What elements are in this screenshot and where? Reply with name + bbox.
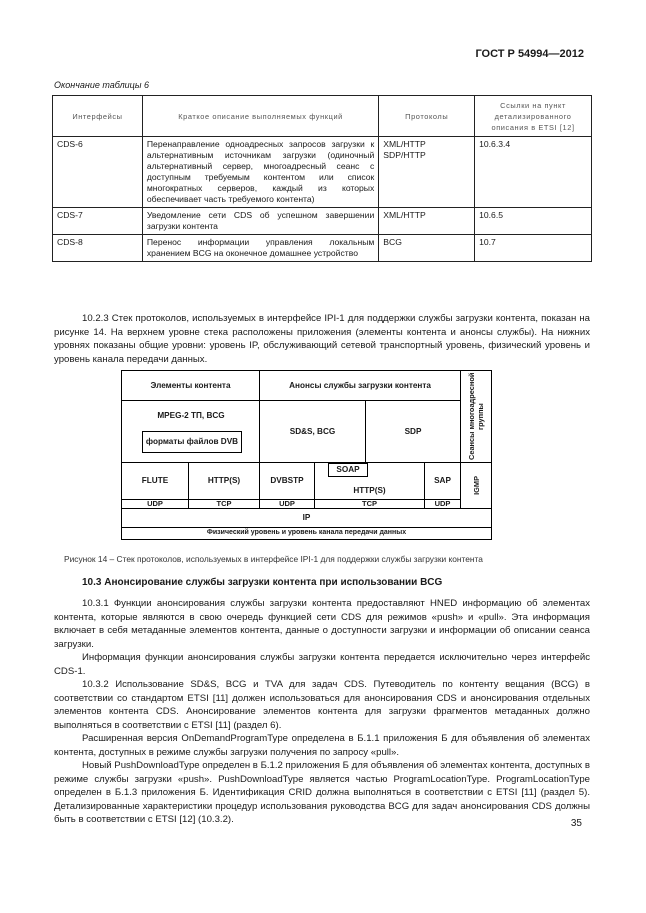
udp-box-3: UDP [424, 499, 461, 509]
group-session-box [460, 371, 491, 463]
paragraph: Новый PushDownloadType определен в Б.1.2 приложения Б для объявления об элементах контента, доступных в режиме службы загрузки «push». PushDownloadType является частью ProgramLocationType. ProgramLocationType определен в Б.1.3 приложения Б. Идентификация CRID должна выполняться в соответствии с ETSI [11] (раздел 5). Детализированные характеристики процедур использования руководства BCG для задач анонсирования CDS должны быть в соответствии с ETSI [12] (10.3.2). [54, 760, 590, 826]
cell-interface: CDS-6 [53, 137, 143, 208]
paragraph: Расширенная версия OnDemandProgramType определена в Б.1.1 приложения Б для объявления об элементах контента, доступных в режиме службы загрузки получения по запросу «pull». [54, 733, 590, 758]
page-number: 35 [570, 818, 582, 829]
cell-reference: 10.6.5 [475, 208, 592, 235]
col-header-interfaces: Интерфейсы [53, 96, 143, 137]
igmp-label: IGMP [471, 476, 481, 495]
tcp-box-1: TCP [188, 499, 260, 509]
table-caption: Окончание таблицы 6 [54, 80, 149, 90]
cell-interface: CDS-8 [53, 235, 143, 262]
https-box-2: HTTP(S) [314, 462, 425, 500]
paragraph: Информация функции анонсирования службы загрузки контента передается исключительно через интерфейс CDS-1. [54, 652, 590, 677]
col-header-protocols: Протоколы [379, 96, 475, 137]
mpeg-label: MPEG-2 TП, BCG [157, 411, 225, 420]
physical-layer-box: Физический уровень и уровень канала передачи данных [206, 529, 407, 536]
cell-description: Перенос информации управления локальным хранением BCG на оконечное домашнее устройство [142, 235, 378, 262]
tcp-box-2: TCP [314, 499, 425, 509]
https-box-1: HTTP(S) [188, 462, 260, 500]
table-header-row [53, 96, 592, 137]
group-session-label: Сеансы многоадресной группы [467, 372, 485, 461]
table-row [53, 208, 592, 235]
table-row [53, 235, 592, 262]
cell-protocol: XML/HTTP [379, 208, 475, 235]
table-row [53, 137, 592, 208]
cell-protocol: BCG [379, 235, 475, 262]
cell-reference: 10.7 [475, 235, 592, 262]
paragraph: 10.3.2 Использование SD&S, BCG и TVA для задач CDS. Путеводитель по контенту вещания (BCG) в соответствии со стандартом ETSI [11] должен использоваться для анонсирования CDS и анонсирования отдельных элементов контента CDS. Анонсирование элементов контента для загрузки фрагментов метаданных должно выполняться в соответствии с ETSI [11] (раздел 6). [54, 679, 590, 731]
cell-protocol: XML/HTTP SDP/HTTP [379, 137, 475, 208]
figure-caption: Рисунок 14 – Стек протоколов, используемых в интерфейсе IPI-1 для поддержки службы загрузки контента [64, 554, 483, 564]
content-items-box: Элементы контента [122, 371, 260, 401]
mpeg-frame [122, 400, 260, 463]
section-title: 10.3 Анонсирование службы загрузки контента при использовании BCG [82, 577, 443, 588]
sds-bcg-box: SD&S, BCG [259, 400, 366, 463]
cell-description: Уведомление сети CDS об успешном завершении загрузки контента [142, 208, 378, 235]
dvbstp-box: DVBSTP [259, 462, 315, 500]
dvb-file-formats-box: форматы файлов DVB [142, 431, 242, 453]
paragraph-10-2-3: 10.2.3 Стек протоколов, используемых в интерфейсе IPI-1 для поддержки службы загрузки контента, показан на рисунке 14. На верхнем уровне стека расположены приложения (элементы контента и анонсы службы). На нижних уровнях показаны общие уровни: уровень IP, обслуживающий сетевой транспортный уровень, физический уровень и уровень канала передачи данных. [54, 313, 590, 365]
cell-reference: 10.6.3.4 [475, 137, 592, 208]
soap-box: SOAP [328, 463, 368, 477]
col-header-description: Краткое описание выполняемых функций [142, 96, 378, 137]
cell-description: Перенаправление одноадресных запросов загрузки к альтернативным источникам загрузки (одиночный альтернативный сервер, многоадресный сеанс с доступным требуемым контентом или список многократных серверов, каждый из которых обеспечивает часть требуемого контента) [142, 137, 378, 208]
sdp-box: SDP [365, 400, 461, 463]
standard-header: ГОСТ Р 54994—2012 [475, 48, 584, 60]
table-6 [52, 95, 592, 262]
ip-layer-box: IP [122, 508, 491, 528]
service-announcements-box: Анонсы службы загрузки контента [259, 371, 461, 401]
udp-box-2: UDP [259, 499, 315, 509]
flute-box: FLUTE [122, 462, 189, 500]
sap-box: SAP [424, 462, 461, 500]
udp-box-1: UDP [122, 499, 189, 509]
paragraph: 10.3.1 Функции анонсирования службы загрузки контента предоставляют HNED информацию об элементах контента, которые являются в свою очередь функцией сети CDS для режимов «push» и «pull». Эта информация включает в себя метаданные элементов контента, данные о доступности загрузки и информации об описании сеанса загрузки. [54, 598, 590, 650]
igmp-box [460, 462, 491, 509]
protocol-stack-diagram [121, 370, 492, 540]
col-header-references: Ссылки на пункт детализированного описания в ETSI [12] [475, 96, 592, 137]
cell-interface: CDS-7 [53, 208, 143, 235]
